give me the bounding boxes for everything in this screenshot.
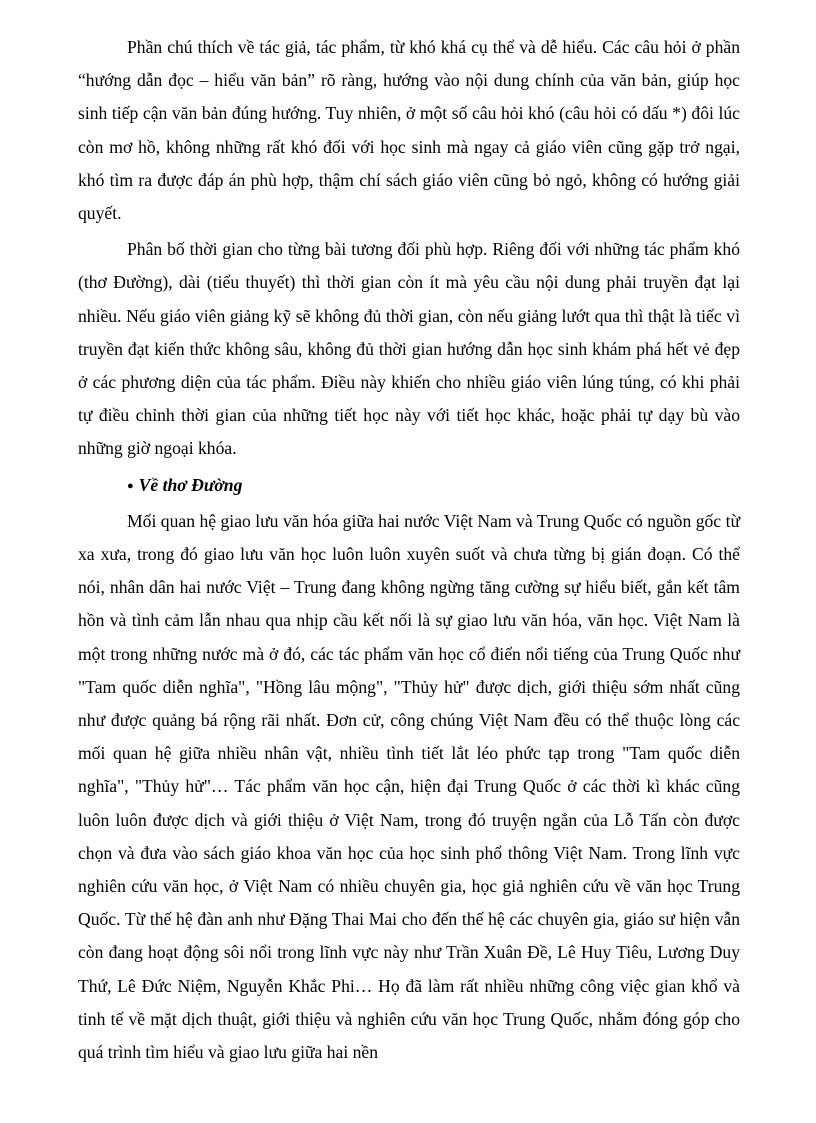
- section-heading-text: Về thơ Đường: [138, 474, 243, 495]
- paragraph-textbook-annotations: Phần chú thích về tác giả, tác phẩm, từ khó khá cụ thể và dễ hiểu. Các câu hỏi ở phần “hướng dẫn đọc – hiểu văn bản” rõ ràng, hướng vào nội dung chính của văn bản, giúp học sinh tiếp cận văn bản đúng hướng. Tuy nhiên, ở một số câu hỏi khó (câu hỏi có dấu *) đôi lúc còn mơ hồ, không những rất khó đối với học sinh mà ngay cả giáo viên cũng gặp trở ngại, khó tìm ra được đáp án phù hợp, thậm chí sách giáo viên cũng bỏ ngỏ, không có hướng giải quyết.: [78, 37, 740, 224]
- bullet-icon: ●: [127, 479, 134, 492]
- document-page: [78, 31, 740, 1069]
- paragraph-time-allocation: Phân bố thời gian cho từng bài tương đối phù hợp. Riêng đối với những tác phẩm khó (thơ Đường), dài (tiểu thuyết) thì thời gian còn ít mà yêu cầu nội dung phải truyền đạt lại nhiều. Nếu giáo viên giảng kỹ sẽ không đủ thời gian, còn nếu giảng lướt qua thì thật là tiếc vì truyền đạt kiến thức không sâu, không đủ thời gian hướng dẫn học sinh khám phá hết vẻ đẹp ở các phương diện của tác phẩm. Điều này khiến cho nhiều giáo viên lúng túng, có khi phải tự điều chỉnh thời gian của những tiết học này với tiết học khác, hoặc phải tự dạy bù vào những giờ ngoại khóa.: [78, 239, 740, 459]
- section-heading: [78, 469, 740, 503]
- paragraph-cultural-exchange: Mối quan hệ giao lưu văn hóa giữa hai nước Việt Nam và Trung Quốc có nguồn gốc từ xa xưa, trong đó giao lưu văn học luôn luôn xuyên suốt và chưa từng bị gián đoạn. Có thể nói, nhân dân hai nước Việt – Trung đang không ngừng tăng cường sự hiểu biết, gắn kết tâm hồn và tình cảm lẫn nhau qua nhịp cầu kết nối là sự giao lưu văn hóa, văn học. Việt Nam là một trong những nước mà ở đó, các tác phẩm văn học cổ điển nổi tiếng của Trung Quốc như "Tam quốc diễn nghĩa", "Hồng lâu mộng", "Thủy hử" được dịch, giới thiệu sớm nhất cũng như được quảng bá rộng rãi nhất. Đơn cử, công chúng Việt Nam đều có thể thuộc lòng các mối quan hệ giữa nhiều nhân vật, nhiều tình tiết lắt léo phức tạp trong "Tam quốc diễn nghĩa", "Thủy hử"… Tác phẩm văn học cận, hiện đại Trung Quốc ở các thời kì khác cũng luôn luôn được dịch và giới thiệu ở Việt Nam, trong đó truyện ngắn của Lỗ Tấn còn được chọn và đưa vào sách giáo khoa văn học của học sinh phổ thông Việt Nam. Trong lĩnh vực nghiên cứu văn học, ở Việt Nam có nhiều chuyên gia, học giả nghiên cứu về văn học Trung Quốc. Từ thế hệ đàn anh như Đặng Thai Mai cho đến thế hệ các chuyên gia, giáo sư hiện vẫn còn đang hoạt động sôi nổi trong lĩnh vực này như Trần Xuân Đề, Lê Huy Tiêu, Lương Duy Thứ, Lê Đức Niệm, Nguyễn Khắc Phi… Họ đã làm rất nhiều những công việc gian khổ và tinh tế về mặt dịch thuật, giới thiệu và nghiên cứu văn học Trung Quốc, nhằm đóng góp cho quá trình tìm hiểu và giao lưu giữa hai nền: [78, 510, 740, 1063]
